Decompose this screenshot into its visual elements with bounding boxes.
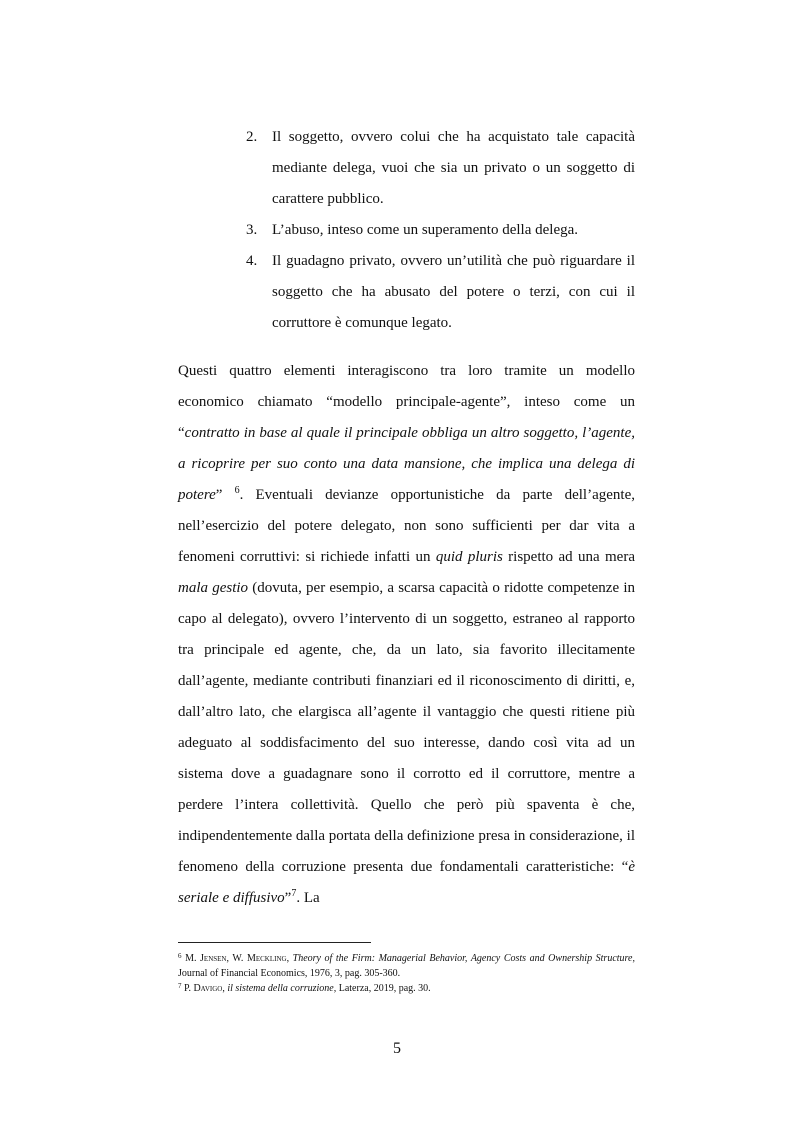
footnote-title: il sistema della corruzione, [227,983,337,994]
list-item [246,246,635,339]
italic-term: mala gestio [178,580,249,596]
footnote-ref-6[interactable]: 6 [234,485,240,496]
text-run: Questi quattro elementi interagiscono tra loro tramite un modello economico chiamato “modello principale-agente”, inteso come un “ [178,363,635,441]
text-run: . La [296,890,320,906]
footnote-author: P. Davigo, [184,983,225,994]
text-run: . Eventuali devianze opportunistiche da parte dell’agente, nell’esercizio del potere delegato, non sono sufficienti per dar vita a fenomeni corruttivi: si richiede infatti un [178,487,635,565]
list-item-text: Il soggetto, ovvero colui che ha acquistato tale capacità mediante delega, vuoi che sia un privato o un soggetto di carattere pubblico. [272,129,635,207]
text-run: ” [215,487,235,503]
italic-term: quid pluris [435,549,503,565]
numbered-list [246,122,635,339]
footnote-source: Journal of Financial Economics, 1976, 3, pag. 305-360. [178,968,401,979]
list-item-number: 4. [246,253,258,269]
footnote-author: M. Jensen, W. Meckling, [185,953,290,964]
list-item-text: L’abuso, inteso come un superamento della delega. [272,222,579,238]
text-run: ” [284,890,292,906]
footnote [178,981,635,996]
list-item [246,215,635,246]
footnote-number: 6 [178,952,182,960]
list-item-text: Il guadagno privato, ovvero un’utilità che può riguardare il soggetto che ha abusato del potere o terzi, con cui il corruttore è comunque legato. [272,253,635,331]
text-run: rispetto ad una mera [502,549,635,565]
body-paragraph [178,356,635,914]
footnote [178,951,635,981]
italic-quote: contratto in base al quale il principale obbliga un altro soggetto, l’agente, a ricoprire per suo conto una data mansione, che implica una delega di potere [178,425,635,503]
list-item-number: 2. [246,129,258,145]
page-number: 5 [393,1040,401,1057]
list-item-number: 3. [246,222,258,238]
footnotes [178,951,635,996]
text-run: (dovuta, per esempio, a scarsa capacità o ridotte competenze in capo al delegato), ovvero l’intervento di un soggetto, estraneo al rapporto tra principale ed agente, che, da un lato, sia favorito illecitamente dall’agente, mediante contributi finanziari ed il riconoscimento di diritti, e, dall’altro lato, che elargisca all’agente il vantaggio che questi ritiene più adeguato al soddisfacimento del suo interesse, dando così vita ad un sistema dove a guadagnare sono il corrotto ed il corruttore, mentre a perdere l’intera collettività. Quello che però più spaventa è che, indipendentemente dalla portata della definizione presa in considerazione, il fenomeno della corruzione presenta due fondamentali caratteristiche: “ [178,580,635,875]
footnote-source: Laterza, 2019, pag. 30. [336,983,431,994]
list-item [246,122,635,215]
footnote-ref-7[interactable]: 7 [291,888,297,899]
footnote-title: Theory of the Firm: Managerial Behavior, Agency Costs and Ownership Structure, [292,953,635,964]
italic-quote: è seriale e diffusivo [178,859,635,906]
footnote-number: 7 [178,982,182,990]
footnote-separator [178,942,371,943]
